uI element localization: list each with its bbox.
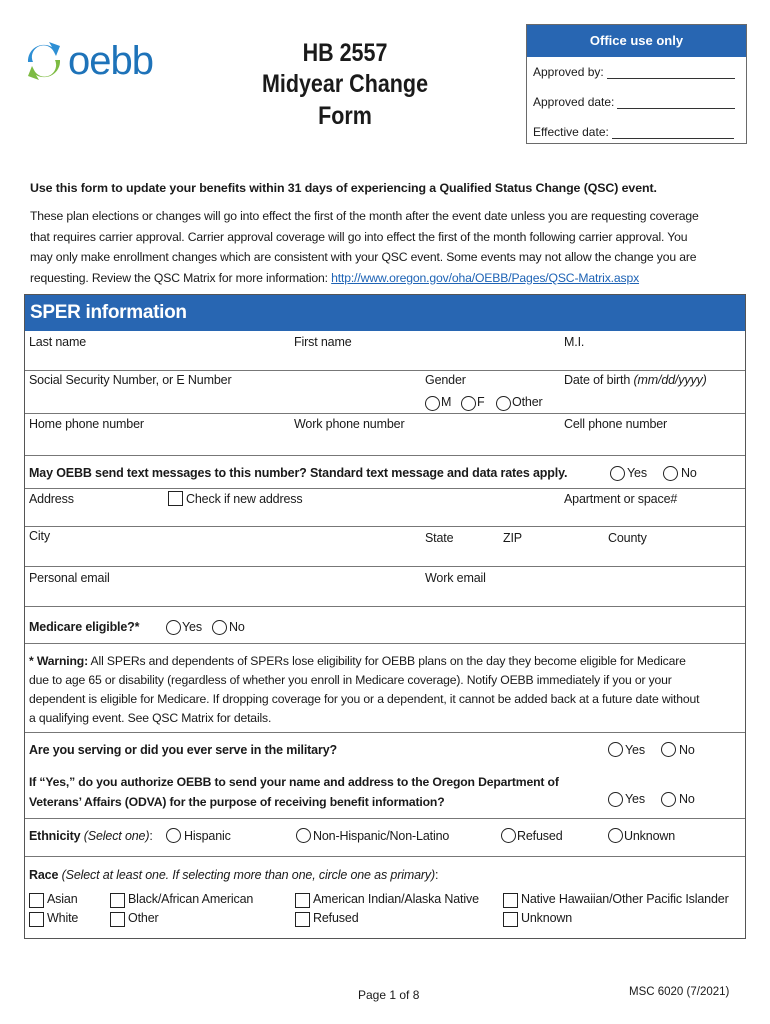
race-asian-checkbox[interactable] <box>29 893 44 908</box>
odva-line: If “Yes,” do you authorize OEBB to send your name and address to the Oregon Department of <box>29 775 559 789</box>
mi-label: M.I. <box>564 335 585 349</box>
ethnicity-hispanic-radio[interactable] <box>166 828 181 843</box>
form-code: MSC 6020 (7/2021) <box>629 986 730 998</box>
text-message-question: May OEBB send text messages to this number? Standard text message and data rates apply. <box>29 466 568 480</box>
city-label: City <box>29 529 50 543</box>
gender-m-label: M <box>441 395 452 409</box>
race-black-checkbox[interactable] <box>110 893 125 908</box>
race-black-label: Black/African American <box>128 892 254 906</box>
warning-line: a qualifying event. See QSC Matrix for details. <box>29 711 272 725</box>
home-phone-label: Home phone number <box>29 417 144 431</box>
medicare-warning <box>29 652 743 728</box>
ethnicity-title: Ethnicity <box>29 829 81 843</box>
sper-form <box>24 294 746 939</box>
warning-line: dependent is eligible for Medicare. If dropping coverage for you or a dependent, it cannot be added back at a future date without <box>29 692 700 706</box>
divider <box>25 455 745 456</box>
ethnicity-unknown-radio[interactable] <box>608 828 623 843</box>
divider <box>25 488 745 489</box>
title-line-2: Midyear Change Form <box>261 70 429 130</box>
divider <box>25 566 745 567</box>
warning-line: due to age 65 or disability (regardless of whether you enroll in Medicare coverage). Notify OEBB immediately if you or your <box>29 673 672 687</box>
gender-m-radio[interactable] <box>425 396 440 411</box>
race-unknown-label: Unknown <box>521 911 573 925</box>
work-email-label: Work email <box>425 571 486 585</box>
approved-by-line <box>607 67 735 79</box>
intro-line: These plan elections or changes will go into effect the first of the month after the event date unless you are requesting coverage <box>30 209 699 223</box>
divider <box>25 856 745 857</box>
approved-by-field[interactable] <box>533 65 735 79</box>
intro-line: may only make enrollment changes which are consistent with your QSC event. Some events may not allow the change you are <box>30 250 697 265</box>
race-native-hawaiian-checkbox[interactable] <box>503 893 518 908</box>
ethnicity-non-hispanic-radio[interactable] <box>296 828 311 843</box>
warning-bold: * Warning: <box>29 654 88 668</box>
odva-yes-label: Yes <box>625 792 645 806</box>
approved-by-label: Approved by: <box>533 65 604 79</box>
race-native-hawaiian-label: Native Hawaiian/Other Pacific Islander <box>521 892 729 906</box>
race-white-label: White <box>47 911 79 925</box>
ethnicity-refused-radio[interactable] <box>501 828 516 843</box>
race-unknown-checkbox[interactable] <box>503 912 518 927</box>
race-label <box>29 868 438 882</box>
gender-other-label: Other <box>512 395 543 409</box>
race-other-checkbox[interactable] <box>110 912 125 927</box>
ethnicity-unknown-label: Unknown <box>624 829 676 843</box>
divider <box>25 643 745 644</box>
text-yes-label: Yes <box>627 466 647 480</box>
military-yes-label: Yes <box>625 743 645 757</box>
medicare-no-radio[interactable] <box>212 620 227 635</box>
office-use-heading: Office use only <box>527 25 746 57</box>
apartment-label: Apartment or space# <box>564 492 678 506</box>
divider <box>25 526 745 527</box>
military-no-label: No <box>679 743 695 757</box>
race-american-indian-checkbox[interactable] <box>295 893 310 908</box>
form-title <box>215 38 475 132</box>
ethnicity-hispanic-label: Hispanic <box>184 829 231 843</box>
race-american-indian-label: American Indian/Alaska Native <box>313 892 479 906</box>
ethnicity-colon: : <box>149 829 153 843</box>
race-title: Race <box>29 868 59 882</box>
divider <box>25 413 745 414</box>
first-name-label: First name <box>294 335 352 349</box>
state-label: State <box>425 531 454 545</box>
approved-date-line <box>617 97 735 109</box>
qsc-matrix-link[interactable]: http://www.oregon.gov/oha/OEBB/Pages/QSC-Matrix.aspx <box>331 270 640 285</box>
intro-line-prefix: requesting. Review the QSC Matrix for more information: <box>30 270 332 285</box>
race-white-checkbox[interactable] <box>29 912 44 927</box>
effective-date-line <box>612 127 734 139</box>
divider <box>25 370 745 371</box>
approved-date-field[interactable] <box>533 95 735 109</box>
oebb-swirl-icon <box>22 36 66 86</box>
medicare-yes-label: Yes <box>182 620 202 634</box>
effective-date-label: Effective date: <box>533 125 609 139</box>
dob-text: Date of birth <box>564 373 634 387</box>
gender-f-radio[interactable] <box>461 396 476 411</box>
sper-section-heading: SPER information <box>25 295 745 331</box>
race-asian-label: Asian <box>47 892 78 906</box>
warning-text: All SPERs and dependents of SPERs lose eligibility for OEBB plans on the day they become eligible for Medicare <box>87 654 686 668</box>
effective-date-field[interactable] <box>533 125 734 139</box>
medicare-yes-radio[interactable] <box>166 620 181 635</box>
text-no-label: No <box>681 466 697 480</box>
dob-label <box>564 373 707 387</box>
divider <box>25 606 745 607</box>
warning-line <box>29 652 743 671</box>
last-name-label: Last name <box>29 335 87 349</box>
odva-line: Veterans’ Affairs (ODVA) for the purpose of receiving benefit information? <box>29 795 445 809</box>
page-number: Page 1 of 8 <box>358 988 420 1002</box>
gender-label: Gender <box>425 373 466 387</box>
race-instruction: (Select at least one. If selecting more than one, circle one as primary) <box>61 868 436 882</box>
race-other-label: Other <box>128 911 159 925</box>
address-label: Address <box>29 492 74 506</box>
ethnicity-refused-label: Refused <box>517 829 563 843</box>
odva-question <box>29 772 629 812</box>
ethnicity-instruction: (Select one) <box>83 829 150 843</box>
military-no-radio[interactable] <box>661 742 676 757</box>
odva-no-radio[interactable] <box>661 792 676 807</box>
personal-email-label: Personal email <box>29 571 110 585</box>
new-address-label: Check if new address <box>186 492 303 506</box>
oebb-logo <box>22 36 172 86</box>
cell-phone-label: Cell phone number <box>564 417 668 431</box>
work-phone-label: Work phone number <box>294 417 405 431</box>
logo-text: oebb <box>68 39 153 83</box>
approved-date-label: Approved date: <box>533 95 615 109</box>
new-address-checkbox[interactable] <box>168 491 183 506</box>
intro-line: that requires carrier approval. Carrier approval coverage will go into effect the first of the month following carrier approval. You <box>30 229 688 244</box>
title-line-1: HB 2557 <box>302 39 388 67</box>
ethnicity-label <box>29 829 153 843</box>
medicare-label: Medicare eligible?* <box>29 620 140 634</box>
text-no-radio[interactable] <box>663 466 678 481</box>
odva-yes-radio[interactable] <box>608 792 623 807</box>
office-use-box <box>526 24 747 144</box>
text-yes-radio[interactable] <box>610 466 625 481</box>
intro-paragraph <box>30 206 745 288</box>
odva-no-label: No <box>679 792 695 806</box>
military-yes-radio[interactable] <box>608 742 623 757</box>
race-colon: : <box>435 868 439 882</box>
intro-heading: Use this form to update your benefits within 31 days of experiencing a Qualified Status Change (QSC) event. <box>30 181 657 195</box>
divider <box>25 732 745 733</box>
intro-line <box>30 268 745 289</box>
race-refused-checkbox[interactable] <box>295 912 310 927</box>
zip-label: ZIP <box>503 531 522 545</box>
ethnicity-non-hispanic-label: Non-Hispanic/Non-Latino <box>313 829 450 843</box>
ssn-label: Social Security Number, or E Number <box>29 373 232 387</box>
gender-other-radio[interactable] <box>496 396 511 411</box>
county-label: County <box>608 531 647 545</box>
divider <box>25 818 745 819</box>
race-refused-label: Refused <box>313 911 359 925</box>
military-question: Are you serving or did you ever serve in the military? <box>29 743 337 757</box>
dob-format: (mm/dd/yyyy) <box>633 373 707 387</box>
medicare-no-label: No <box>229 620 245 634</box>
gender-f-label: F <box>477 395 485 409</box>
